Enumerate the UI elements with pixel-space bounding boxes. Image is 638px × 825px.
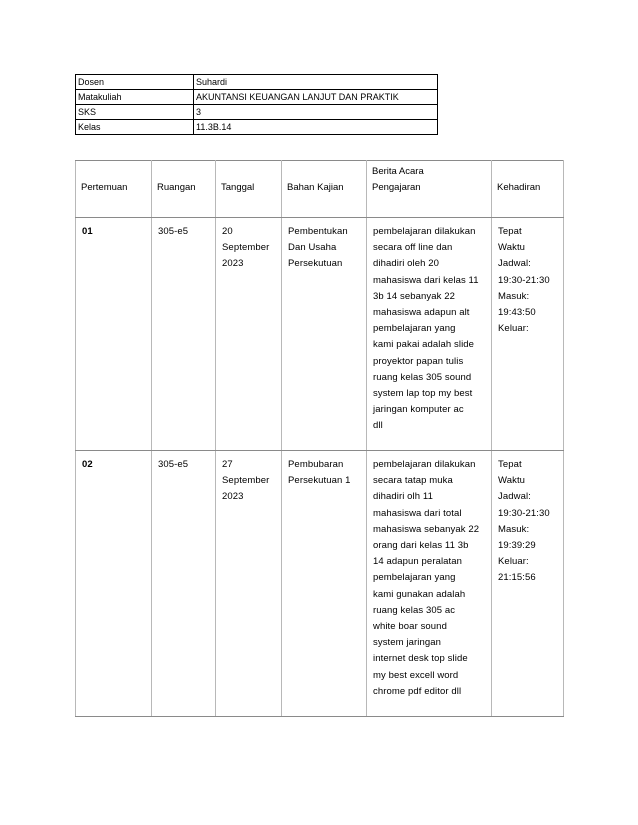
course-info-table (75, 74, 438, 135)
cell-line: chrome pdf editor dll (373, 685, 462, 697)
cell-line: pembelajaran yang (373, 572, 456, 584)
info-label: Kelas (76, 120, 194, 135)
cell-kehadiran (492, 451, 564, 717)
info-value: 11.3B.14 (194, 120, 438, 135)
cell-line: white boar sound (373, 621, 447, 633)
cell-bahan-kajian (282, 451, 367, 717)
cell-line: 2023 (222, 491, 244, 503)
info-label: SKS (76, 105, 194, 120)
header-kehadiran: Kehadiran (492, 161, 564, 218)
cell-line: secara tatap muka (373, 475, 453, 487)
cell-kehadiran (492, 218, 564, 451)
cell-line: ruang kelas 305 ac (373, 604, 456, 616)
cell-line: Pembentukan (288, 226, 348, 237)
cell-line: system lap top my best (373, 388, 473, 400)
cell-line: ruang kelas 305 sound (373, 371, 472, 383)
cell-line: Waktu (498, 475, 526, 487)
cell-line: my best excell word (373, 669, 459, 681)
info-row-sks (76, 105, 438, 120)
cell-line: kami gunakan adalah (373, 588, 466, 600)
cell-line: September (222, 475, 270, 487)
cell-line: Masuk: (498, 523, 530, 535)
cell-line: internet desk top slide (373, 653, 468, 665)
info-value: 3 (194, 105, 438, 120)
header-berita-line: Berita Acara (372, 166, 424, 177)
cell-line: pembelajaran yang (373, 323, 456, 335)
cell-line: Dan Usaha (288, 242, 337, 254)
cell-line: mahasiswa dari total (373, 507, 462, 519)
info-value: Suhardi (194, 75, 438, 90)
meeting-log-table (75, 160, 564, 717)
cell-berita-acara (367, 451, 492, 717)
cell-line: 19:39:29 (498, 540, 536, 552)
cell-line: Persekutuan 1 (288, 475, 351, 487)
cell-line: Jadwal: (498, 491, 531, 503)
cell-line: mahasiswa adapun alt (373, 307, 470, 319)
cell-line: Tepat (498, 459, 522, 470)
cell-line: Keluar: (498, 323, 529, 335)
cell-line: pembelajaran dilakukan (373, 459, 476, 470)
header-berita-acara (367, 161, 492, 218)
cell-line: dihadiri oleh 20 (373, 258, 440, 270)
cell-line: mahasiswa sebanyak 22 (373, 523, 480, 535)
cell-line: 19:43:50 (498, 307, 536, 319)
cell-ruangan (152, 218, 216, 451)
header-bahan-kajian: Bahan Kajian (282, 161, 367, 218)
cell-berita-acara (367, 218, 492, 451)
header-ruangan: Ruangan (152, 161, 216, 218)
cell-ruangan (152, 451, 216, 717)
cell-text: 01 (82, 226, 93, 237)
cell-bahan-kajian (282, 218, 367, 451)
cell-line: system jaringan (373, 637, 442, 649)
info-row-matakuliah (76, 90, 438, 105)
cell-line: secara off line dan (373, 242, 453, 254)
info-row-dosen (76, 75, 438, 90)
cell-line: 27 (222, 459, 233, 470)
cell-line: Persekutuan (288, 258, 343, 270)
table-row (76, 218, 564, 451)
cell-line: proyektor papan tulis (373, 355, 464, 367)
cell-line: pembelajaran dilakukan (373, 226, 476, 237)
table-row (76, 451, 564, 717)
info-label: Matakuliah (76, 90, 194, 105)
cell-line: Pembubaran (288, 459, 344, 470)
cell-line: 19:30-21:30 (498, 507, 550, 519)
cell-tanggal (216, 451, 282, 717)
header-tanggal: Tanggal (216, 161, 282, 218)
cell-line: Waktu (498, 242, 526, 254)
cell-line: dll (373, 420, 383, 432)
cell-line: 20 (222, 226, 233, 237)
cell-line: Tepat (498, 226, 522, 237)
info-value: AKUNTANSI KEUANGAN LANJUT DAN PRAKTIK (194, 90, 438, 105)
cell-line: kami pakai adalah slide (373, 339, 475, 351)
cell-tanggal (216, 218, 282, 451)
cell-line: orang dari kelas 11 3b (373, 540, 469, 552)
cell-text: 305-e5 (158, 226, 189, 237)
cell-line: Keluar: (498, 556, 529, 568)
cell-line: Masuk: (498, 290, 530, 302)
cell-line: 2023 (222, 258, 244, 270)
info-label: Dosen (76, 75, 194, 90)
header-berita-line: Pengajaran (372, 182, 421, 193)
cell-line: dihadiri olh 11 (373, 491, 433, 503)
info-row-kelas (76, 120, 438, 135)
cell-pertemuan (76, 218, 152, 451)
cell-text: 02 (82, 459, 93, 470)
table-header-row (76, 161, 564, 218)
cell-text: 305-e5 (158, 459, 189, 470)
cell-line: 3b 14 sebanyak 22 (373, 290, 455, 302)
cell-line: jaringan komputer ac (373, 404, 464, 416)
cell-line: Jadwal: (498, 258, 531, 270)
cell-line: 21:15:56 (498, 572, 536, 584)
cell-line: mahasiswa dari kelas 11 (373, 274, 479, 286)
cell-line: September (222, 242, 270, 254)
cell-line: 14 adapun peralatan (373, 556, 463, 568)
cell-line: 19:30-21:30 (498, 274, 550, 286)
cell-pertemuan (76, 451, 152, 717)
header-pertemuan: Pertemuan (76, 161, 152, 218)
